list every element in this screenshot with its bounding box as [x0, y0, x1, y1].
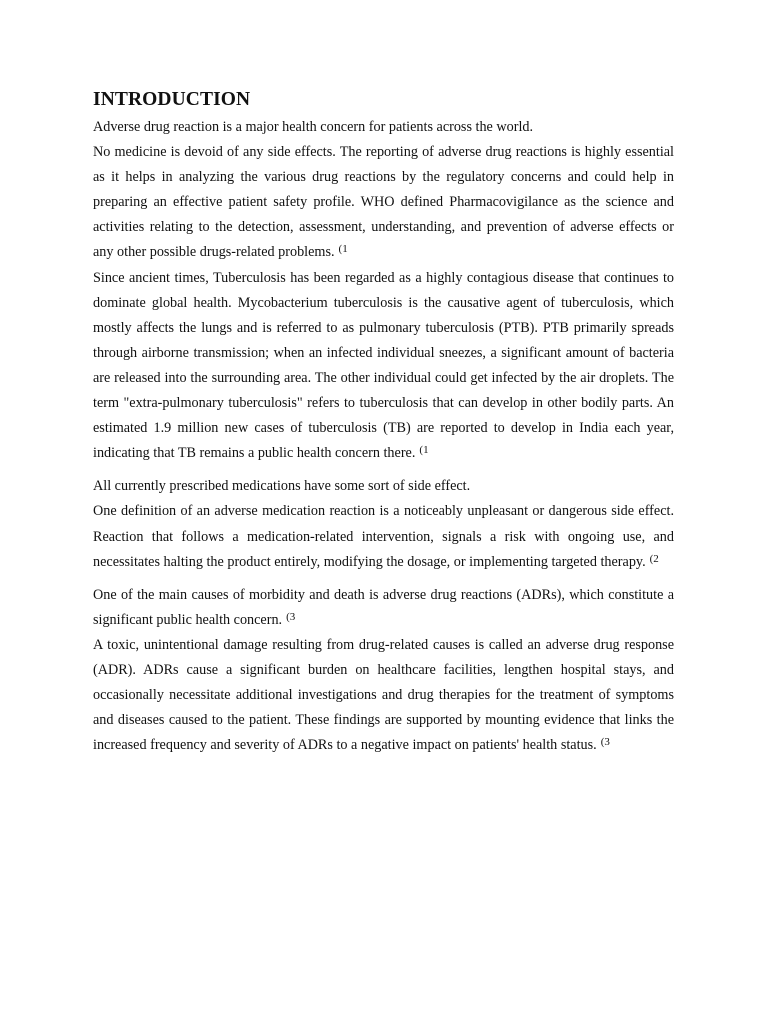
- paragraph-text: One definition of an adverse medication reaction is a noticeably unpleasant or dangerous side effect. Reaction that follows a medication-related intervention, signals a risk with ongoing use, and necessitates halting the product entirely, modifying the dosage, or implementing targeted therapy.: [93, 503, 674, 570]
- paragraph-1: [93, 115, 674, 140]
- introduction-section: [93, 88, 674, 758]
- citation-marker: (3: [600, 736, 610, 749]
- paragraph-5: [93, 499, 674, 574]
- paragraph-2: [93, 140, 674, 265]
- paragraph-text: Since ancient times, Tuberculosis has been regarded as a highly contagious disease that continues to dominate global health. Mycobacterium tuberculosis is the causative agent of tuberculosis, which mostly affects the lungs and is referred to as pulmonary tuberculosis (PTB). PTB primarily spreads through airborne transmission; when an infected individual sneezes, a significant amount of bacteria are released into the surrounding area. The other individual could get infected by the air droplets. The term "extra-pulmonary tuberculosis" refers to tuberculosis that can develop in other bodily parts. An estimated 1.9 million new cases of tuberculosis (TB) are reported to develop in India each year, indicating that TB remains a public health concern there.: [93, 269, 674, 462]
- citation-marker: (3: [286, 610, 296, 623]
- paragraph-text: No medicine is devoid of any side effects. The reporting of adverse drug reactions is highly essential as it helps in analyzing the various drug reactions by the regulatory concerns and could help in preparing an effective patient safety profile. WHO defined Pharmacovigilance as the science and activities relating to the detection, assessment, understanding, and prevention of adverse effects or any other possible drugs-related problems.: [93, 144, 674, 261]
- paragraph-text: A toxic, unintentional damage resulting from drug-related causes is called an adverse drug response (ADR). ADRs cause a significant burden on healthcare facilities, lengthen hospital stays, and occasionally necessitate additional investigations and drug therapies for the treatment of symptoms and diseases caused to the patient. These findings are supported by mounting evidence that links the increased frequency and severity of ADRs to a negative impact on patients' health status.: [93, 636, 674, 754]
- paragraph-6: [93, 583, 674, 633]
- paragraph-4: [93, 474, 674, 499]
- citation-marker: (1: [419, 444, 429, 457]
- paragraph-text: All currently prescribed medications have some sort of side effect.: [93, 478, 471, 495]
- paragraph-text: One of the main causes of morbidity and death is adverse drug reactions (ADRs), which constitute a significant public health concern.: [93, 586, 674, 628]
- paragraph-3: [93, 266, 674, 467]
- paragraph-7: [93, 633, 674, 758]
- citation-marker: (1: [338, 243, 348, 256]
- citation-marker: (2: [649, 552, 659, 565]
- paragraph-text: Adverse drug reaction is a major health concern for patients across the world.: [93, 119, 534, 135]
- section-heading: INTRODUCTION: [93, 89, 251, 110]
